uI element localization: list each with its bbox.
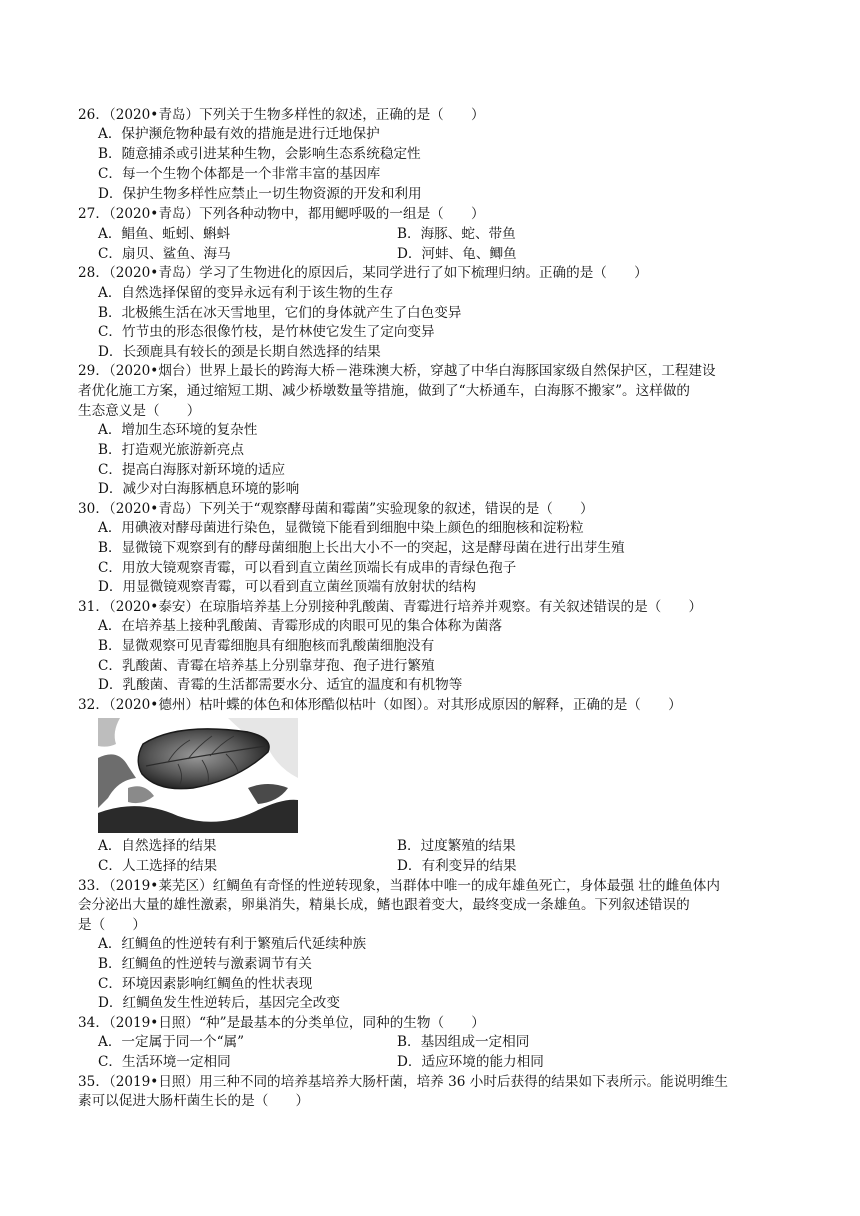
question-29-option-b: B．打造观光旅游新亮点: [98, 442, 244, 458]
question-29-stem-line-1: 29．（2020•烟台）世界上最长的跨海大桥－港珠澳大桥，穿越了中华白海豚国家级自然保护区，工程建设: [78, 363, 716, 379]
question-27-option-c: C．扇贝、鲨鱼、海马: [98, 246, 231, 262]
question-27-option-d: D．河蚌、龟、鲫鱼: [397, 246, 517, 262]
question-33-stem-line-3: 是（ ）: [78, 917, 146, 933]
question-34-option-c: C．生活环境一定相同: [98, 1054, 231, 1070]
question-26-option-c: C．每一个生物个体都是一个非常丰富的基因库: [98, 166, 381, 182]
question-29-option-c: C．提高白海豚对新环境的适应: [98, 462, 286, 478]
question-34-stem: 34．（2019•日照）“种”是最基本的分类单位，同种的生物（ ）: [78, 1015, 485, 1031]
question-number: 35: [78, 1074, 96, 1090]
question-35-stem-line-2: 素可以促进大肠杆菌生长的是（ ）: [78, 1093, 310, 1109]
question-31-option-a: A．在培养基上接种乳酸菌、青霉形成的肉眼可见的集合体称为菌落: [98, 618, 503, 634]
question-30-stem: 30．（2020•青岛）下列关于“观察酵母菌和霉菌”实验现象的叙述，错误的是（ ）: [78, 501, 594, 517]
question-32-stem: 32．（2020•德州）枯叶蝶的体色和体形酷似枯叶（如图）。对其形成原因的解释，正确的是（ ）: [78, 697, 682, 713]
butterfly-leaf-illustration: [98, 718, 298, 833]
question-33-option-c: C．环境因素影响红鲷鱼的性状表现: [98, 976, 313, 992]
question-28-stem: 28．（2020•青岛）学习了生物进化的原因后，某同学进行了如下梳理归纳。正确的是（ ）: [78, 265, 648, 281]
question-28-option-c: C．竹节虫的形态很像竹枝，是竹林使它发生了定向变异: [98, 324, 435, 340]
question-30-option-a: A．用碘液对酵母菌进行染色，显微镜下能看到细胞中染上颜色的细胞核和淀粉粒: [98, 520, 584, 536]
question-33-option-b: B．红鲷鱼的性逆转与激素调节有关: [98, 956, 312, 972]
question-31-option-c: C．乳酸菌、青霉在培养基上分别靠芽孢、孢子进行繁殖: [98, 658, 435, 674]
question-26-option-a: A．保护濒危物种最有效的措施是进行迁地保护: [98, 126, 380, 142]
question-27-option-b: B．海豚、蛇、带鱼: [397, 226, 516, 242]
question-34-option-a: A．一定属于同一个“属”: [98, 1034, 245, 1050]
question-32-option-a: A．自然选择的结果: [98, 838, 217, 854]
question-27-stem: 27．（2020•青岛）下列各种动物中，都用鳃呼吸的一组是（ ）: [78, 206, 485, 222]
question-31-stem: 31．（2020•泰安）在琼脂培养基上分别接种乳酸菌、青霉进行培养并观察。有关叙述错误的是（ ）: [78, 599, 703, 615]
question-28-option-a: A．自然选择保留的变异永远有利于该生物的生存: [98, 285, 394, 301]
question-29-stem-line-3: 生态意义是（ ）: [78, 403, 201, 419]
question-33-option-d: D．红鲷鱼发生性逆转后，基因完全改变: [98, 995, 340, 1011]
question-number: 34: [78, 1015, 96, 1031]
dead-leaf-butterfly-photo: [98, 718, 298, 833]
question-number: 32: [78, 697, 96, 713]
question-32-option-b: B．过度繁殖的结果: [397, 838, 516, 854]
question-number: 27: [78, 206, 96, 222]
question-number: 26: [78, 107, 96, 123]
question-26-option-b: B．随意捕杀或引进某种生物，会影响生态系统稳定性: [98, 146, 421, 162]
question-number: 29: [78, 363, 96, 379]
question-29-stem-line-2: 者优化施工方案，通过缩短工期、减少桥墩数量等措施，做到了“大桥通车，白海豚不搬家”。这样做的: [78, 383, 691, 399]
question-30-option-b: B．显微镜下观察到有的酵母菌细胞上长出大小不一的突起，这是酵母菌在进行出芽生殖: [98, 540, 625, 556]
question-33-stem-line-2: 会分泌出大量的雄性激素，卵巢消失，精巢长成，鳍也跟着变大，最终变成一条雄鱼。下列叙述错误的: [78, 897, 690, 913]
question-number: 33: [78, 878, 96, 894]
question-27-option-a: A．鲳鱼、蚯蚓、蝌蚪: [98, 226, 231, 242]
question-33-option-a: A．红鲷鱼的性逆转有利于繁殖后代延续种族: [98, 936, 367, 952]
question-34-option-b: B．基因组成一定相同: [397, 1034, 530, 1050]
question-28-option-b: B．北极熊生活在冰天雪地里，它们的身体就产生了白色变异: [98, 305, 462, 321]
question-26-stem: 26．（2020•青岛）下列关于生物多样性的叙述，正确的是（ ）: [78, 107, 485, 123]
question-31-option-d: D．乳酸菌、青霉的生活都需要水分、适宜的温度和有机物等: [98, 677, 463, 693]
question-number: 30: [78, 501, 96, 517]
question-32-option-c: C．人工选择的结果: [98, 858, 218, 874]
question-26-option-d: D．保护生物多样性应禁止一切生物资源的开发和利用: [98, 186, 422, 202]
question-number: 28: [78, 265, 96, 281]
question-35-stem-line-1: 35．（2019•日照）用三种不同的培养基培养大肠杆菌，培养 36 小时后获得的结果如下表所示。能说明维生: [78, 1074, 728, 1090]
question-33-stem-line-1: 33．（2019•莱芜区）红鲷鱼有奇怪的性逆转现象，当群体中唯一的成年雄鱼死亡，身体最强 壮的雌鱼体内: [78, 878, 720, 894]
question-30-option-d: D．用显微镜观察青霉，可以看到直立菌丝顶端有放射状的结构: [98, 579, 476, 595]
question-34-option-d: D．适应环境的能力相同: [397, 1054, 544, 1070]
question-28-option-d: D．长颈鹿具有较长的颈是长期自然选择的结果: [98, 344, 381, 360]
question-29-option-a: A．增加生态环境的复杂性: [98, 422, 258, 438]
question-number: 31: [78, 599, 96, 615]
question-29-option-d: D．减少对白海豚栖息环境的影响: [98, 481, 300, 497]
question-31-option-b: B．显微观察可见青霉细胞具有细胞核而乳酸菌细胞没有: [98, 638, 435, 654]
question-30-option-c: C．用放大镜观察青霉，可以看到直立菌丝顶端长有成串的青绿色孢子: [98, 560, 517, 576]
question-32-option-d: D．有利变异的结果: [397, 858, 517, 874]
